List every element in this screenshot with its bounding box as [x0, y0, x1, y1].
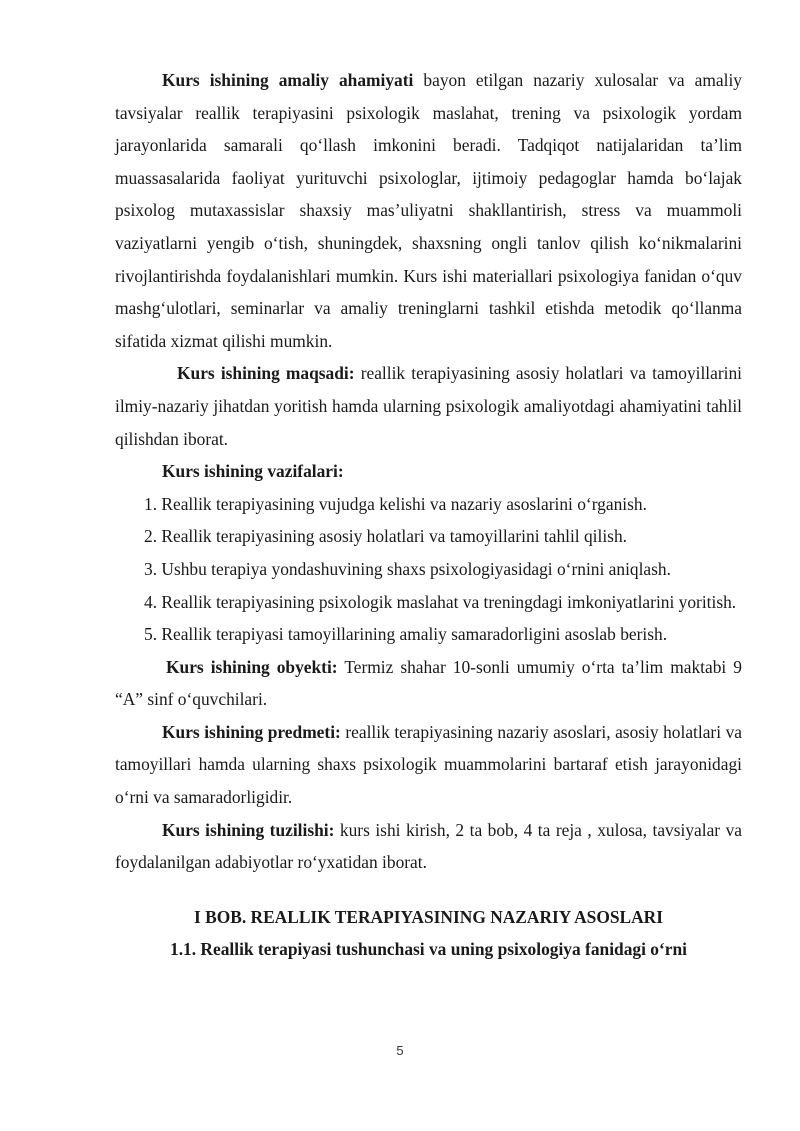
page-number: 5 — [396, 1043, 404, 1058]
term-goal: Kurs ishining maqsadi: — [177, 363, 355, 384]
paragraph-subject — [115, 716, 742, 814]
section-heading: 1.1. Reallik terapiyasi tushunchasi va uning psixologiya fanidagi o‘rni — [170, 939, 687, 960]
task-item: 4. Reallik terapiyasining psixologik maslahat va treningdagi imkoniyatlarini yoritish. — [144, 591, 737, 612]
task-item: 1. Reallik terapiyasining vujudga kelishi va nazariy asoslarini o‘rganish. — [144, 493, 647, 514]
task-item: 3. Ushbu terapiya yondashuvining shaxs psixologiyasidagi o‘rnini aniqlash. — [144, 558, 671, 579]
text-structure: kurs ishi kirish, 2 ta bob, 4 ta reja , xulosa, tavsiyalar va foydalanilgan adabiyotlar ro‘yxatidan iborat. — [115, 819, 742, 873]
term-tasks: Kurs ishining vazifalari: — [162, 461, 344, 482]
text-subject: reallik terapiyasining nazariy asoslari, asosiy holatlari va tamoyillari hamda ularning shaxs psixologik muammolarini bartaraf etish jarayonidagi o‘rni va samaradorligidir. — [115, 721, 742, 808]
task-item: 5. Reallik terapiyasi tamoyillarining amaliy samaradorligini asoslab berish. — [144, 624, 668, 645]
document-page — [115, 64, 742, 966]
paragraph-object — [115, 651, 742, 716]
term-structure: Kurs ishining tuzilishi: — [162, 819, 335, 840]
task-item: 2. Reallik terapiyasining asosiy holatlari va tamoyillarini tahlil qilish. — [144, 526, 627, 547]
text-practical-significance: bayon etilgan nazariy xulosalar va amaliy tavsiyalar reallik terapiyasini psixologik maslahat, trening va psixologik yordam jarayonlarida samarali qo‘llash imkonini beradi. Tadqiqot natijalaridan ta’lim muassasalarida faoliyat yurituvchi psixologlar, ijtimoiy pedagoglar hamda bo‘lajak psixolog mutaxassislar shaxsiy mas’uliyatni shakllantirish, stress va muammoli vaziyatlarni yengib o‘tish, shuningdek, shaxsning ongli tanlov qilish ko‘nikmalarini rivojlantirishda foydalanishlari mumkin. Kurs ishi materiallari psixologiya fanidan o‘quv mashg‘ulotlari, seminarlar va amaliy treninglarni tashkil etishda metodik qo‘llanma sifatida xizmat qilishi mumkin. — [115, 70, 742, 351]
text-goal: reallik terapiyasining asosiy holatlari va tamoyillarini ilmiy-nazariy jihatdan yoritish hamda ularning psixologik amaliyotdagi ahamiyatini tahlil qilishdan iborat. — [115, 363, 743, 449]
paragraph-structure — [115, 814, 742, 879]
term-subject: Kurs ishining predmeti: — [162, 721, 341, 742]
spacer — [115, 879, 742, 901]
term-object: Kurs ishining obyekti: — [166, 656, 338, 677]
paragraph-tasks-title — [115, 455, 742, 488]
text-object: Termiz shahar 10-sonli umumiy o‘rta ta’lim maktabi 9 “A” sinf o‘quvchilari. — [115, 656, 742, 710]
paragraph-practical-significance — [115, 64, 742, 357]
chapter-heading: I BOB. REALLIK TERAPIYASINING NAZARIY ASOSLARI — [193, 906, 664, 927]
term-practical-significance: Kurs ishining amaliy ahamiyati — [162, 70, 414, 90]
paragraph-goal — [115, 357, 742, 455]
